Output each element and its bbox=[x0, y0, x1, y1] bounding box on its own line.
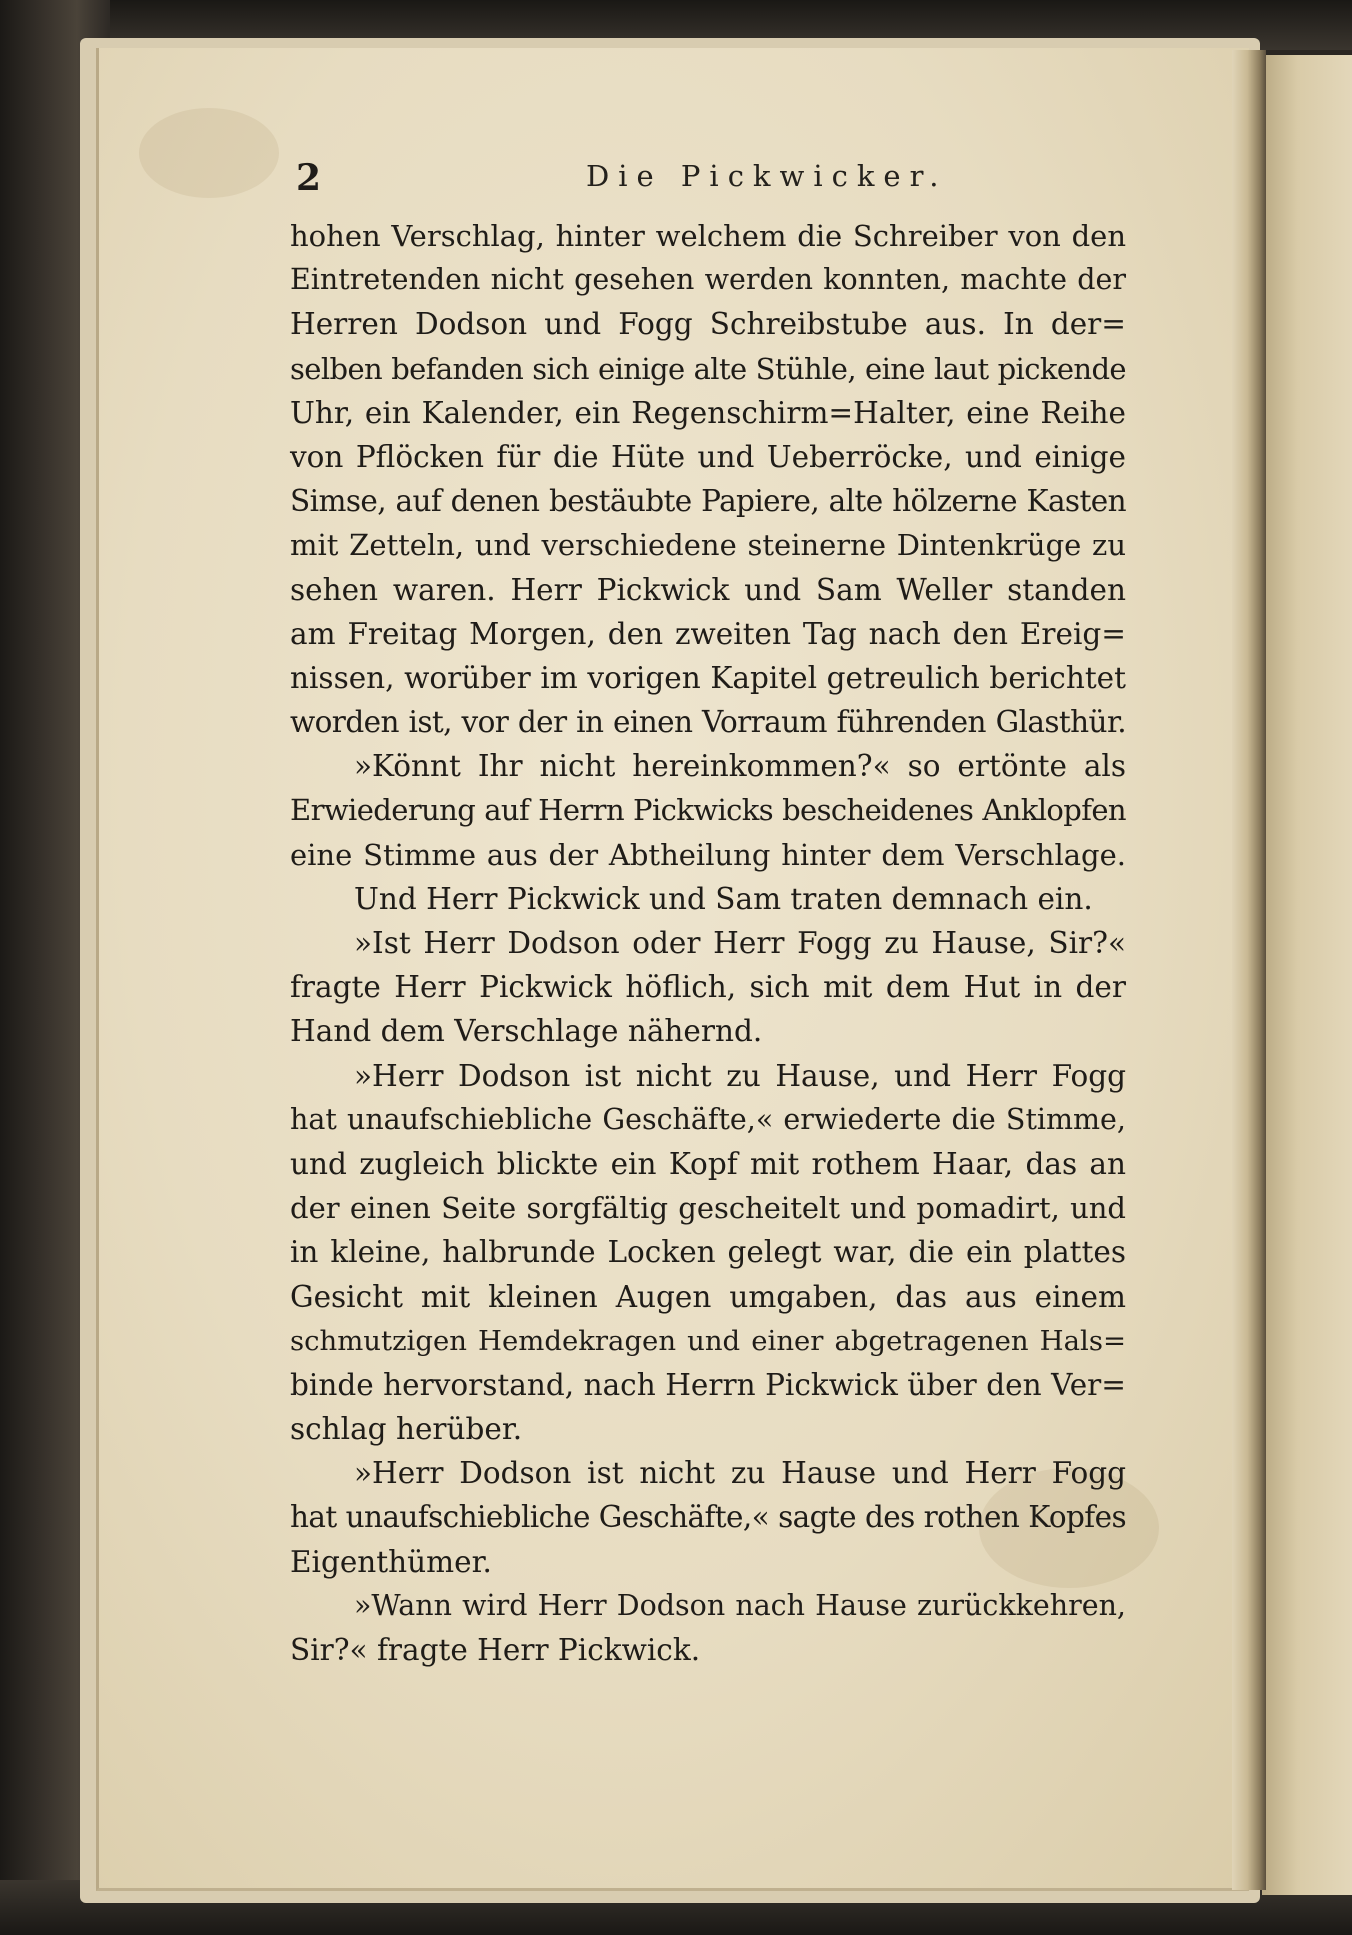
text-line: und zugleich blickte ein Kopf mit rothem Haar, das an bbox=[290, 1146, 1126, 1181]
text-line: der einen Seite sorgfältig gescheitelt und pomadirt, und bbox=[290, 1191, 1126, 1226]
text-line: »Könnt Ihr nicht hereinkommen?« so ertönte als bbox=[354, 749, 1126, 784]
body-text bbox=[290, 214, 1126, 1672]
text-line: selben befanden sich einige alte Stühle, eine laut pickende bbox=[290, 351, 1126, 386]
running-title: Die Pickwicker. bbox=[586, 159, 948, 193]
text-line: am Freitag Morgen, den zweiten Tag nach den Ereig= bbox=[290, 616, 1126, 651]
text-line: von Pflöcken für die Hüte und Ueberröcke, und einige bbox=[290, 439, 1126, 474]
text-line: Erwiederung auf Herrn Pickwicks bescheidenes Anklopfen bbox=[290, 793, 1126, 828]
text-line: Herren Dodson und Fogg Schreibstube aus. In der= bbox=[290, 307, 1126, 342]
text-line: in kleine, halbrunde Locken gelegt war, die ein plattes bbox=[290, 1235, 1126, 1270]
text-line: Eintretenden nicht gesehen werden konnten, machte der bbox=[290, 263, 1126, 297]
text-line: schlag herüber. bbox=[290, 1412, 523, 1447]
text-line: hat unaufschiebliche Geschäfte,« sagte des rothen Kopfes bbox=[290, 1500, 1126, 1535]
text-line: hat unaufschiebliche Geschäfte,« erwiederte die Stimme, bbox=[290, 1102, 1126, 1136]
facing-page bbox=[1262, 55, 1352, 1895]
text-line: Sir?« fragte Herr Pickwick. bbox=[290, 1633, 701, 1667]
text-line: Simse, auf denen bestäubte Papiere, alte hölzerne Kasten bbox=[290, 484, 1126, 519]
text-line: »Herr Dodson ist nicht zu Hause, und Herr Fogg bbox=[354, 1058, 1126, 1093]
text-line: hohen Verschlag, hinter welchem die Schreiber von den bbox=[290, 219, 1126, 253]
text-line: »Herr Dodson ist nicht zu Hause und Herr Fogg bbox=[354, 1456, 1126, 1491]
text-line: worden ist, vor der in einen Vorraum führenden Glasthür. bbox=[290, 705, 1126, 740]
text-line: binde hervorstand, nach Herrn Pickwick über den Ver= bbox=[290, 1367, 1126, 1402]
paper-stain bbox=[139, 108, 279, 198]
text-line: nissen, worüber im vorigen Kapitel getreulich berichtet bbox=[290, 660, 1126, 695]
text-line: Eigenthümer. bbox=[290, 1544, 492, 1579]
text-line: Hand dem Verschlage nähernd. bbox=[290, 1014, 763, 1049]
page-number: 2 bbox=[296, 157, 322, 199]
text-line: »Wann wird Herr Dodson nach Hause zurückkehren, bbox=[354, 1588, 1126, 1622]
text-line: schmutzigen Hemdekragen und einer abgetragenen Hals= bbox=[290, 1324, 1126, 1357]
text-line: »Ist Herr Dodson oder Herr Fogg zu Hause, Sir?« bbox=[354, 926, 1126, 960]
text-line: Uhr, ein Kalender, ein Regenschirm=Halter, eine Reihe bbox=[290, 395, 1126, 430]
text-line: fragte Herr Pickwick höflich, sich mit dem Hut in der bbox=[290, 970, 1126, 1005]
text-line: mit Zetteln, und verschiedene steinerne Dintenkrüge zu bbox=[290, 528, 1126, 563]
text-line: Gesicht mit kleinen Augen umgaben, das aus einem bbox=[290, 1279, 1126, 1314]
text-line: eine Stimme aus der Abtheilung hinter dem Verschlage. bbox=[290, 837, 1126, 872]
page-gutter bbox=[1232, 50, 1266, 1890]
text-line: Und Herr Pickwick und Sam traten demnach ein. bbox=[354, 881, 1093, 916]
text-line: sehen waren. Herr Pickwick und Sam Weller standen bbox=[290, 572, 1126, 607]
running-head bbox=[296, 155, 1136, 211]
